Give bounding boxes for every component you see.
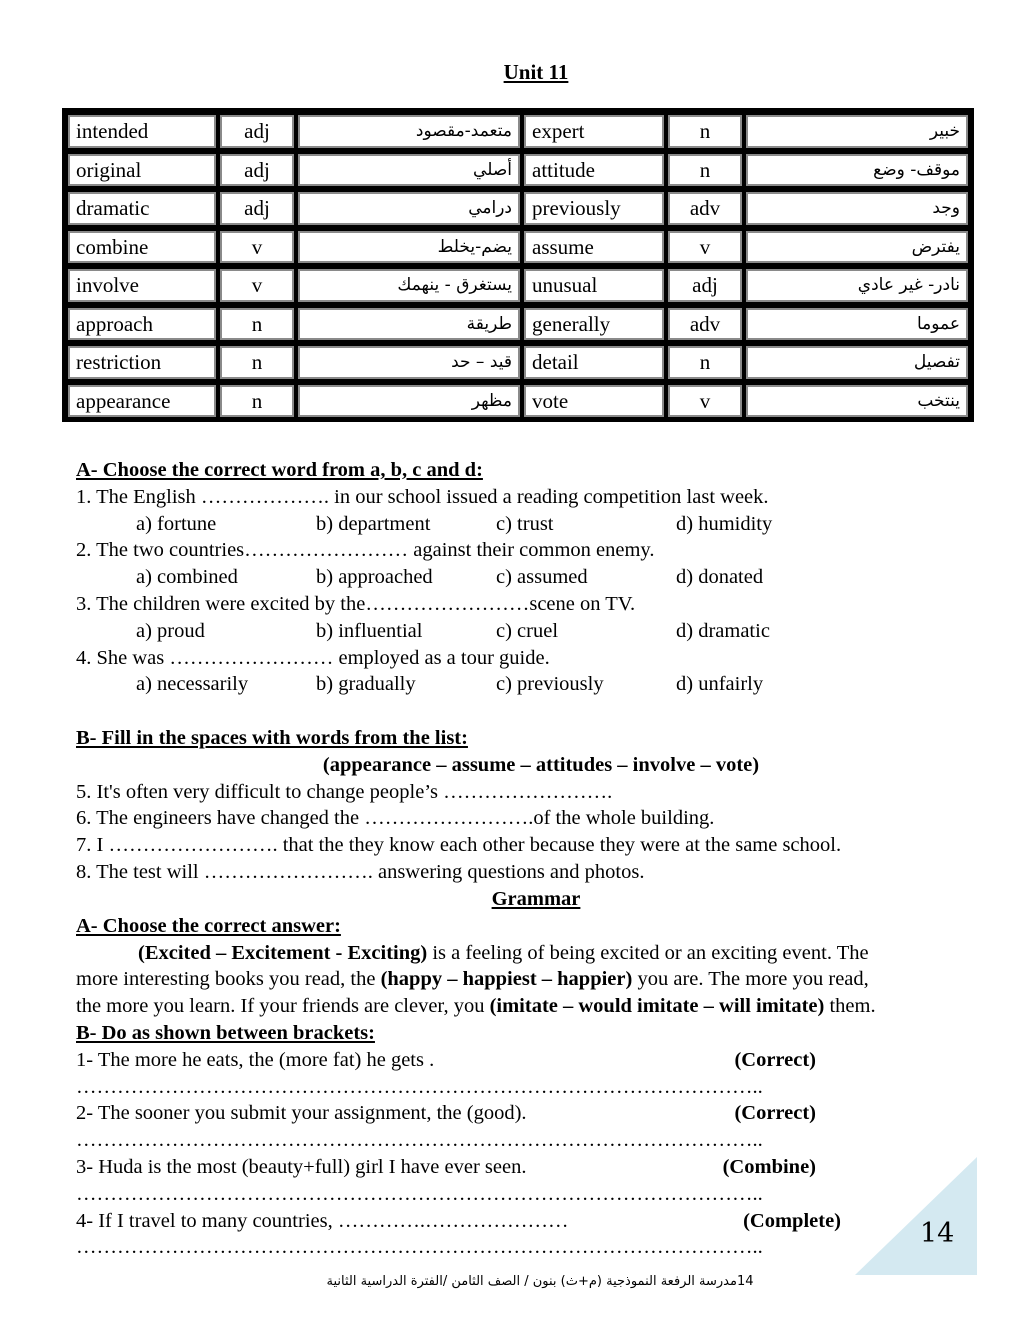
paragraph-text: more interesting books you read, the	[76, 968, 381, 991]
transform-instruction: (Correct)	[734, 1102, 816, 1125]
vocab-arabic: تفصيل	[746, 346, 968, 379]
vocab-pos: adj	[220, 192, 294, 225]
vocab-arabic: يستغرق - ينهمك	[298, 269, 520, 302]
vocab-word: attitude	[524, 154, 664, 187]
vocab-arabic: عموما	[746, 308, 968, 341]
vocab-word: involve	[68, 269, 216, 302]
vocab-word: restriction	[68, 346, 216, 379]
option: d) unfairly	[676, 673, 764, 696]
transform-text: 4- If I travel to many countries, ………….…………………	[76, 1209, 569, 1232]
vocab-arabic: درامي	[298, 192, 520, 225]
choice-group: (happy – happiest – happier)	[380, 968, 633, 991]
vocab-pos: adj	[220, 115, 294, 148]
transform-instruction: (Complete)	[743, 1209, 841, 1232]
choice-group: (Excited – Excitement - Exciting)	[138, 941, 428, 964]
option: a) necessarily	[136, 673, 249, 696]
option: c) cruel	[496, 619, 559, 642]
section-a-heading: A- Choose the correct word from a, b, c and d:	[76, 459, 483, 481]
option: b) gradually	[316, 673, 416, 696]
page-number: 14	[920, 1218, 955, 1249]
option: b) department	[316, 512, 431, 535]
vocab-word: generally	[524, 308, 664, 341]
vocab-pos: v	[220, 269, 294, 302]
vocab-row	[66, 382, 970, 421]
transform-item	[76, 1208, 841, 1235]
paragraph-text: you are. The more you read,	[632, 968, 869, 991]
option: c) assumed	[496, 566, 588, 589]
options-row	[76, 511, 996, 538]
transform-instruction: (Correct)	[734, 1048, 816, 1071]
question-text: 4. She was …………………… employed as a tour guide.	[76, 646, 550, 669]
options-row	[76, 564, 996, 591]
transform-text: 2- The sooner you submit your assignment, the (good).	[76, 1102, 527, 1125]
vocab-pos: v	[668, 385, 742, 418]
vocab-arabic: قيد – حد	[298, 346, 520, 379]
grammar-b-heading: B- Do as shown between brackets:	[76, 1021, 375, 1044]
answer-line: ………………………………………………………………………………………..	[76, 1129, 763, 1152]
word-list: (appearance – assume – attitudes – involve – vote)	[322, 753, 760, 776]
option: b) influential	[316, 619, 423, 642]
vocab-pos: n	[668, 346, 742, 379]
vocab-row	[66, 305, 970, 344]
vocab-pos: adj	[668, 269, 742, 302]
vocab-row	[66, 112, 970, 151]
footer-text: 14مدرسة الرفعة النموذجية (م+ث) بنون / الصف الثامن /الفترة الدراسية الثانية	[326, 1274, 754, 1289]
vocab-word: assume	[524, 231, 664, 264]
answer-line: ………………………………………………………………………………………..	[76, 1075, 763, 1098]
option: b) approached	[316, 566, 433, 589]
option: c) previously	[496, 673, 604, 696]
vocab-arabic: ينتخب	[746, 385, 968, 418]
vocab-pos: n	[220, 308, 294, 341]
vocab-word: previously	[524, 192, 664, 225]
vocab-row	[66, 343, 970, 382]
vocab-row	[66, 228, 970, 267]
vocab-arabic: طريقة	[298, 308, 520, 341]
vocab-word: intended	[68, 115, 216, 148]
vocab-word: combine	[68, 231, 216, 264]
option: c) trust	[496, 512, 554, 535]
vocab-pos: v	[220, 231, 294, 264]
vocab-word: vote	[524, 385, 664, 418]
vocab-word: approach	[68, 308, 216, 341]
option: d) dramatic	[676, 619, 770, 642]
vocab-arabic: أصلي	[298, 154, 520, 187]
option: a) combined	[136, 566, 238, 589]
transform-text: 1- The more he eats, the (more fat) he gets .	[76, 1048, 435, 1071]
vocab-arabic: يضم-يخلط	[298, 231, 520, 264]
transform-text: 3- Huda is the most (beauty+full) girl I have ever seen.	[76, 1155, 527, 1178]
fill-question: 7. I ……………………. that the they know each other because they were at the same school.	[76, 834, 842, 857]
vocab-pos: adv	[668, 308, 742, 341]
vocab-row	[66, 151, 970, 190]
vocab-pos: n	[220, 346, 294, 379]
section-a	[76, 457, 996, 698]
section-b	[76, 725, 996, 886]
transform-item	[76, 1100, 816, 1127]
vocab-row	[66, 266, 970, 305]
vocabulary-table	[62, 108, 974, 422]
page-corner-triangle	[855, 1157, 977, 1275]
fill-question: 6. The engineers have changed the …………………….of the whole building.	[76, 807, 715, 830]
option: a) fortune	[136, 512, 217, 535]
vocab-arabic: وجد	[746, 192, 968, 225]
paragraph-text: them.	[824, 995, 876, 1018]
vocab-arabic: نادر- غير عادي	[746, 269, 968, 302]
grammar-paragraph-line	[76, 966, 996, 993]
vocab-word: detail	[524, 346, 664, 379]
options-row	[76, 618, 996, 645]
answer-line: ………………………………………………………………………………………..	[76, 1236, 763, 1259]
fill-question: 5. It's often very difficult to change people’s …………………….	[76, 780, 613, 803]
question-text: 2. The two countries…………………… against their common enemy.	[76, 539, 655, 562]
grammar-paragraph-line	[76, 993, 996, 1020]
vocab-arabic: يفترض	[746, 231, 968, 264]
grammar-paragraph-line	[76, 940, 996, 967]
unit-title: Unit 11	[503, 60, 569, 84]
choice-group: (imitate – would imitate – will imitate)	[489, 995, 825, 1018]
vocab-arabic: مظهر	[298, 385, 520, 418]
option: a) proud	[136, 619, 205, 642]
fill-question: 8. The test will ……………………. answering questions and photos.	[76, 860, 645, 883]
vocab-arabic: متعمد-مقصود	[298, 115, 520, 148]
question-text: 3. The children were excited by the……………………scene on TV.	[76, 592, 636, 615]
paragraph-text: is a feeling of being excited or an exciting event. The	[427, 941, 869, 964]
vocab-pos: adj	[220, 154, 294, 187]
vocab-row	[66, 189, 970, 228]
vocab-pos: n	[220, 385, 294, 418]
vocab-pos: v	[668, 231, 742, 264]
vocab-word: appearance	[68, 385, 216, 418]
section-b-heading: B- Fill in the spaces with words from the list:	[76, 727, 468, 749]
vocab-pos: adv	[668, 192, 742, 225]
option: d) humidity	[676, 512, 773, 535]
transform-item	[76, 1047, 816, 1074]
transform-item	[76, 1154, 816, 1181]
vocab-arabic: خبير	[746, 115, 968, 148]
vocab-word: unusual	[524, 269, 664, 302]
transform-instruction: (Combine)	[722, 1155, 816, 1178]
vocab-pos: n	[668, 154, 742, 187]
grammar-heading: Grammar	[491, 888, 581, 910]
vocab-word: dramatic	[68, 192, 216, 225]
vocab-arabic: موقف- وضع	[746, 154, 968, 187]
vocab-pos: n	[668, 115, 742, 148]
question-text: 1. The English ………………. in our school issued a reading competition last week.	[76, 485, 769, 508]
vocab-word: original	[68, 154, 216, 187]
answer-line: ………………………………………………………………………………………..	[76, 1182, 763, 1205]
options-row	[76, 671, 996, 698]
paragraph-text: the more you learn. If your friends are clever, you	[76, 995, 490, 1018]
grammar-a-heading: A- Choose the correct answer:	[76, 914, 341, 937]
vocab-word: expert	[524, 115, 664, 148]
option: d) donated	[676, 566, 764, 589]
